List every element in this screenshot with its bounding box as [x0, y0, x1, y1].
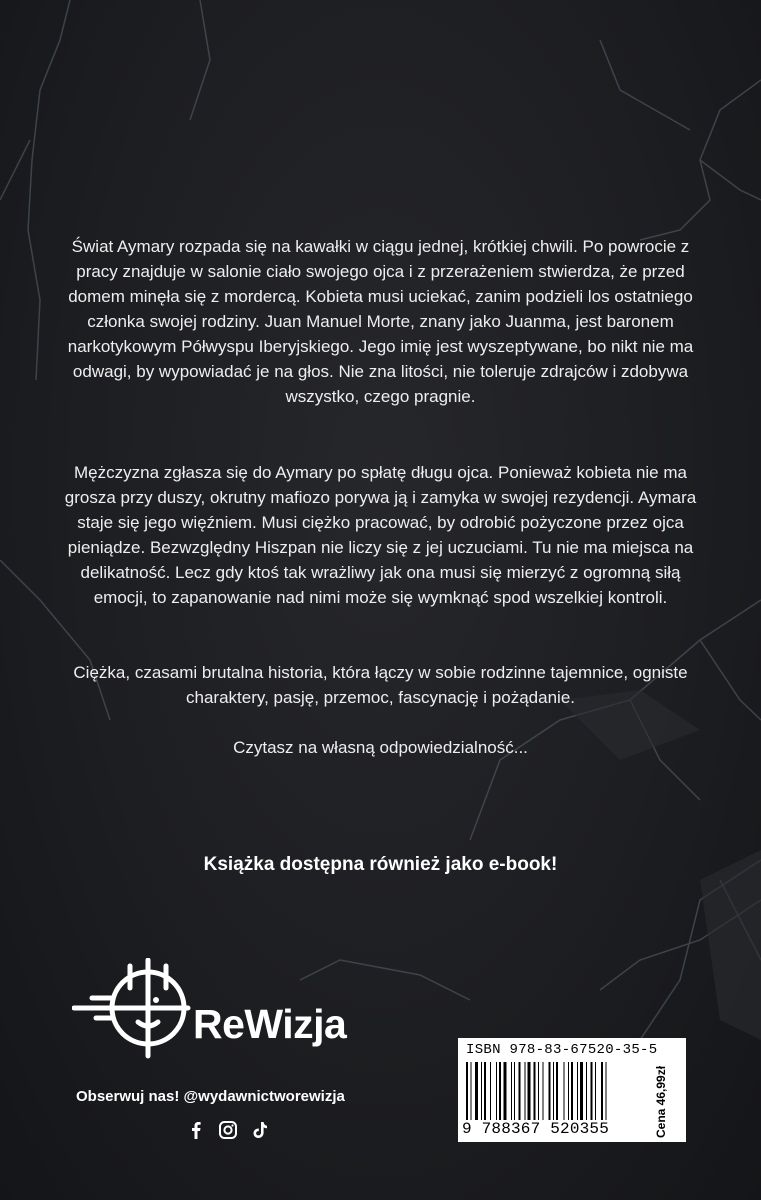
isbn-barcode [458, 1038, 686, 1142]
blurb-paragraph-3: Ciężka, czasami brutalna historia, która łączy w sobie rodzinne tajemnice, ogniste charaktery, pasję, przemoc, fascynację i pożądanie. [73, 663, 688, 707]
barcode-bars [466, 1062, 646, 1120]
ebook-availability-note: Książka dostępna również jako e-book! [203, 854, 558, 875]
blurb-paragraph-1: Świat Aymary rozpada się na kawałki w ciągu jednej, krótkiej chwili. Po powrocie z pracy znajduje w salonie ciało swojego ojca i z przerażeniem stwierdza, że przed domem minęła się z mordercą. Kobieta musi uciekać, zanim podzieli los ostatniego członka swojej rodziny. Juan Manuel Morte, znany jako Juanma, jest baronem narkotykowym Półwyspu Iberyjskiego. Jego imię jest wyszeptywane, bo nikt nie ma odwagi, by wypowiadać je na głos. Nie zna litości, nie toleruje zdrajców i zdobywa wszystko, czego pragnie. [67, 237, 694, 406]
publisher-name: ReWizja [193, 1001, 347, 1047]
price-label: Cena 46,99zł [654, 1065, 668, 1138]
social-icons [186, 1120, 270, 1140]
blurb-warning: Czytasz na własną odpowiedzialność... [233, 738, 528, 757]
facebook-icon[interactable] [186, 1120, 206, 1140]
isbn-label: ISBN 978-83-67520-35-5 [466, 1042, 658, 1058]
tiktok-icon[interactable] [250, 1120, 270, 1140]
blurb-paragraph-2: Mężczyzna zgłasza się do Aymary po spłatę długu ojca. Ponieważ kobieta nie ma grosza przy duszy, okrutny mafiozo porywa ją i zamyka w swojej rezydencji. Aymara staje się jego więźniem. Musi ciężko pracować, by odrobić pożyczone przez ojca pieniądze. Bezwzględny Hiszpan nie liczy się z jej uczuciami. Tu nie ma miejsca na delikatność. Lecz gdy ktoś tak wrażliwy jak ona musi się mierzyć z ogromną siłą emocji, to zapanowanie nad nimi może się wymknąć spod wszelkiej kontroli. [64, 463, 697, 607]
barcode-digits: 9 788367 520355 [462, 1120, 610, 1138]
follow-us-text: Obserwuj nas! @wydawnictworewizja [76, 1088, 345, 1105]
instagram-icon[interactable] [218, 1120, 238, 1140]
